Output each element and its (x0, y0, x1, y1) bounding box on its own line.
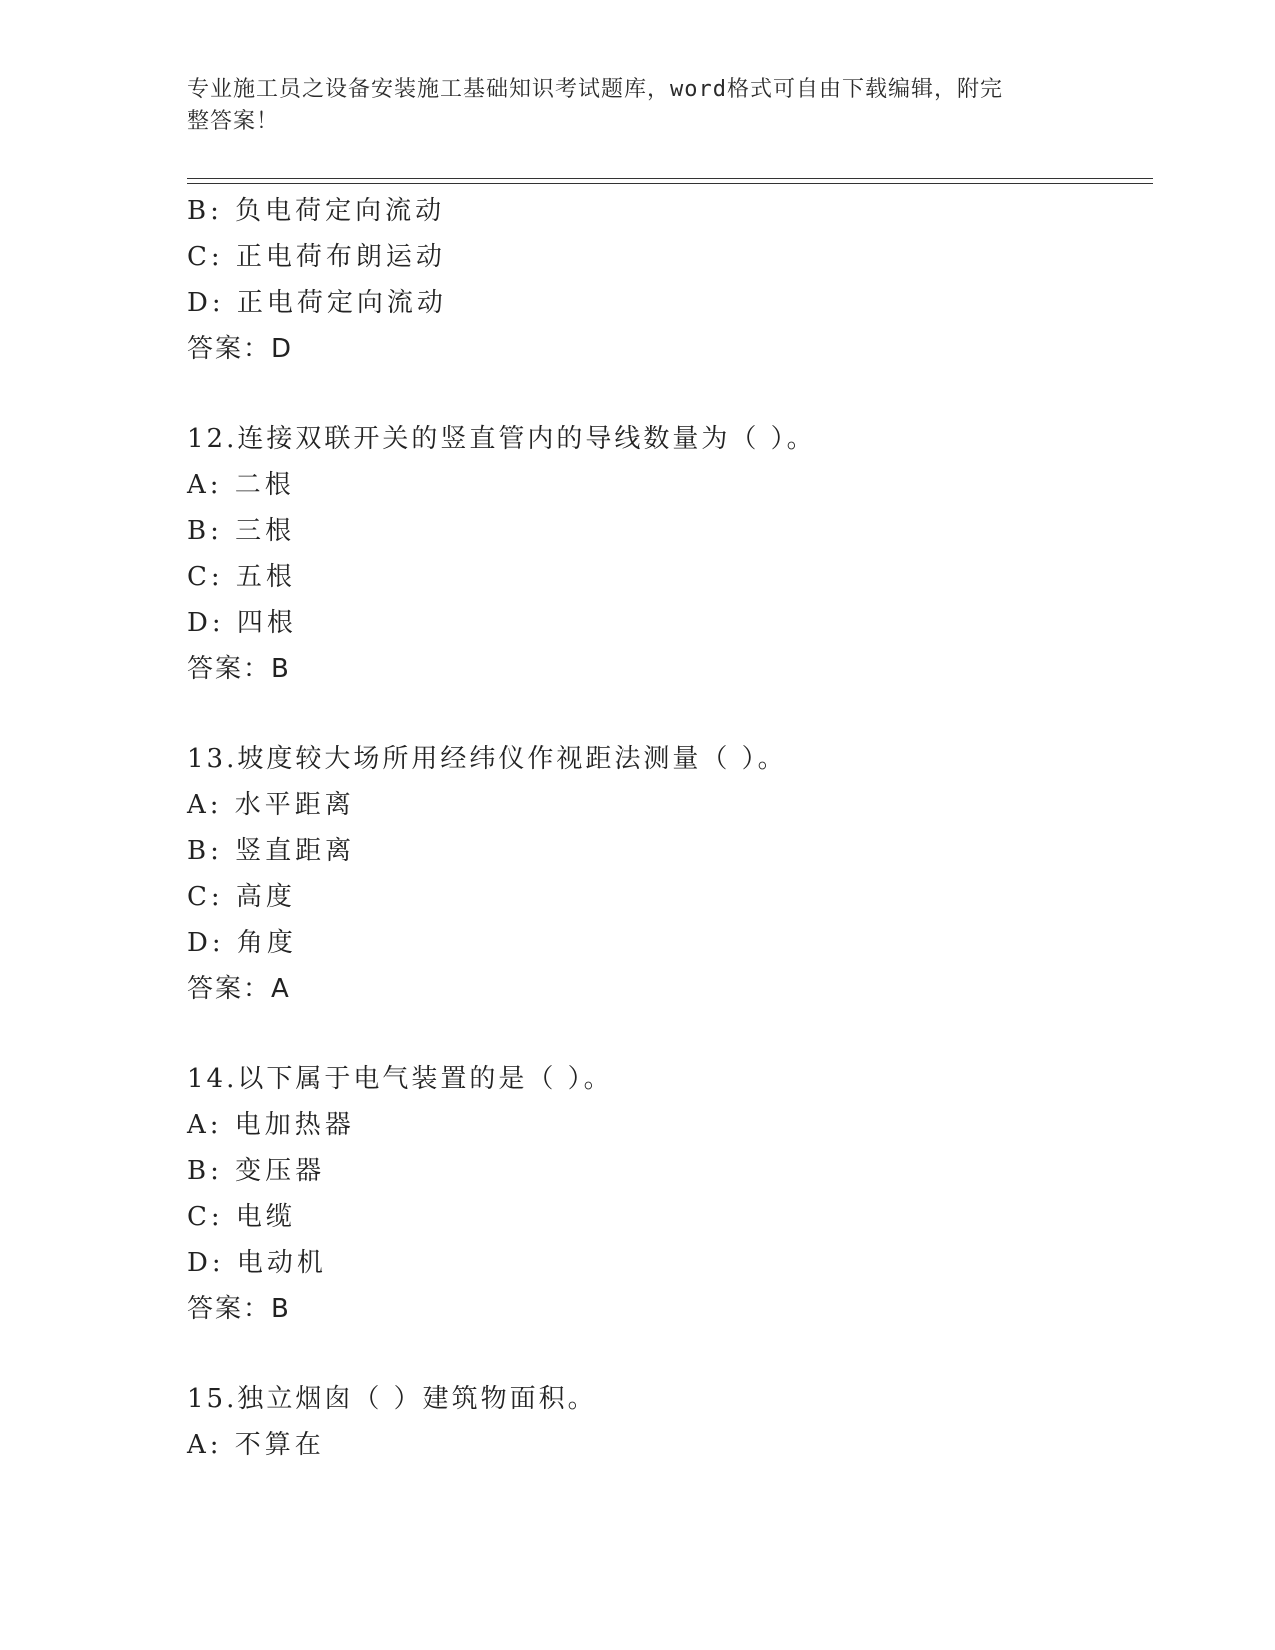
option-b: B: 变压器 (187, 1156, 326, 1186)
question-list (187, 188, 1153, 1468)
answer-line: 答案：D (187, 334, 294, 364)
header-divider-bottom (187, 183, 1153, 184)
question-12 (187, 416, 1153, 692)
option-a: A: 二根 (187, 470, 295, 500)
question-11-continuation (187, 188, 1153, 372)
option-d: D: 电动机 (187, 1248, 327, 1278)
question-15 (187, 1376, 1153, 1468)
option-a: A: 不算在 (187, 1430, 325, 1460)
question-text: 13.坡度较大场所用经纬仪作视距法测量（ ）。 (187, 744, 787, 774)
option-b: B: 负电荷定向流动 (187, 196, 446, 226)
answer-line: 答案：A (187, 974, 291, 1004)
document-header (187, 74, 1067, 138)
answer-line: 答案：B (187, 1294, 291, 1324)
header-divider-top (187, 178, 1153, 179)
question-text: 12.连接双联开关的竖直管内的导线数量为（ ）。 (187, 424, 816, 454)
answer-line: 答案：B (187, 654, 291, 684)
option-d: D: 四根 (187, 608, 297, 638)
option-a: A: 电加热器 (187, 1110, 355, 1140)
question-text: 15.独立烟囱（ ）建筑物面积。 (187, 1384, 597, 1414)
option-c: C: 高度 (187, 882, 296, 912)
header-line-1: 专业施工员之设备安装施工基础知识考试题库，word格式可自由下载编辑，附完 (187, 77, 1003, 102)
option-d: D: 角度 (187, 928, 297, 958)
header-line-2: 整答案！ (187, 109, 280, 134)
option-d: D: 正电荷定向流动 (187, 288, 447, 318)
option-a: A: 水平距离 (187, 790, 355, 820)
option-c: C: 正电荷布朗运动 (187, 242, 446, 272)
option-c: C: 电缆 (187, 1202, 296, 1232)
question-13 (187, 736, 1153, 1012)
question-14 (187, 1056, 1153, 1332)
question-text: 14.以下属于电气装置的是（ ）。 (187, 1064, 613, 1094)
option-c: C: 五根 (187, 562, 296, 592)
option-b: B: 竖直距离 (187, 836, 356, 866)
option-b: B: 三根 (187, 516, 296, 546)
